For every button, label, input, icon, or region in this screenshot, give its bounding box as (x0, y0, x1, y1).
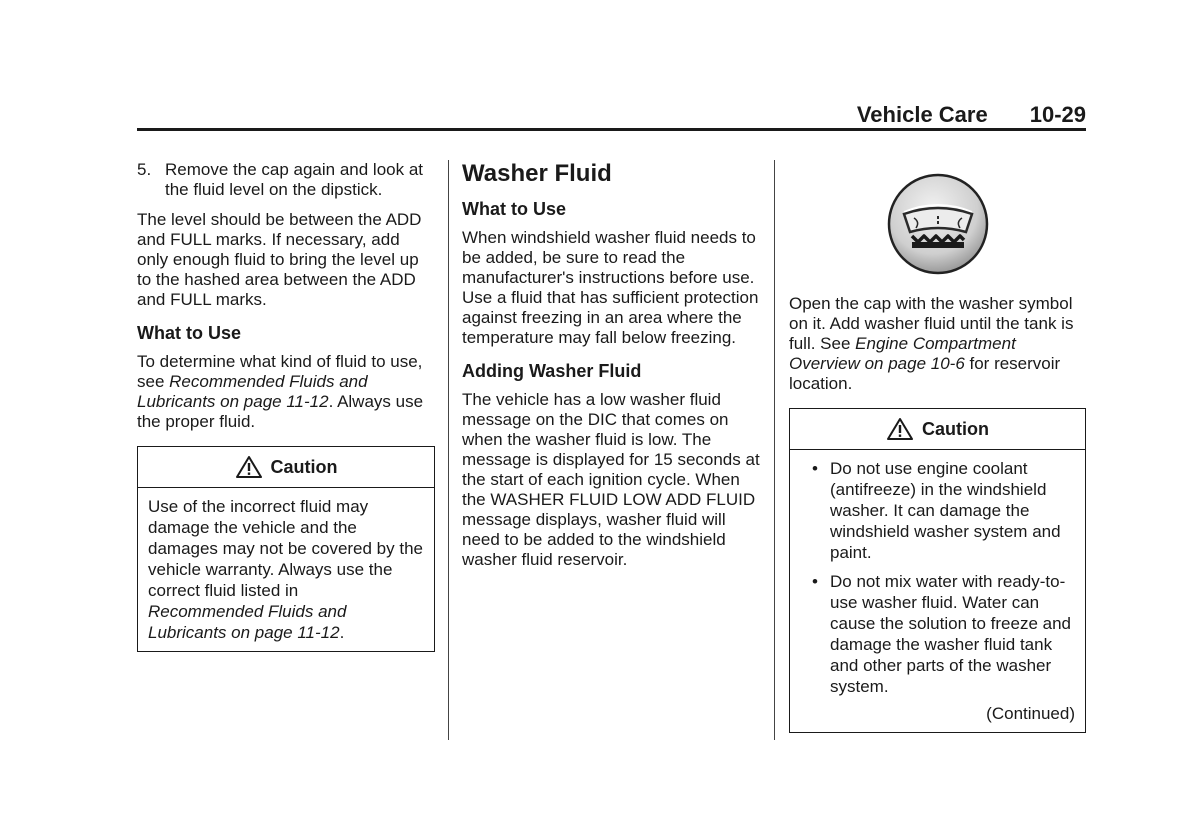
step-5 (137, 160, 435, 200)
caution-box (137, 446, 435, 652)
washer-symbol-figure (789, 172, 1086, 276)
column-divider-left (448, 160, 449, 740)
caution-text-end: . (339, 623, 345, 642)
step-text: Remove the cap again and look at the fluid level on the dipstick. (165, 160, 424, 199)
adding-washer-fluid-paragraph: The vehicle has a low washer fluid message on the DIC that comes on when the washer fluid is low. The message is displayed for 15 seconds at the start of each ignition cycle. When the WASHER FLUID LOW ADD FLUID message displays, washer fluid will need to be added to the windshield washer fluid reservoir. (462, 390, 760, 569)
header-rule (137, 128, 1086, 131)
caution-reference-link[interactable]: Recommended Fluids and Lubricants on page 11-12 (148, 602, 347, 642)
column-3 (789, 160, 1086, 733)
what-to-use-paragraph: When windshield washer fluid needs to be added, be sure to read the manufacturer's instructions before use. Use a fluid that has sufficient protection against freezing in an area where the temperature may fall below freezing. (462, 228, 759, 347)
caution-title: Caution (270, 457, 338, 477)
what-to-use-text-end: . Always use the proper fluid. (137, 392, 424, 431)
washer-fluid-symbol-icon (886, 172, 990, 276)
caution-text: Use of the incorrect fluid may damage the vehicle and the damages may not be covered by the vehicle warranty. Always use the correct fluid listed in (148, 497, 423, 600)
page-number: 10-29 (1029, 102, 1086, 127)
warning-triangle-icon (235, 455, 263, 479)
engine-compartment-reference-link[interactable]: Engine Compartment Overview on page 10-6 (789, 334, 1016, 373)
fluids-reference-link[interactable]: Recommended Fluids and Lubricants on page 11-12 (137, 372, 368, 411)
caution-body (138, 488, 434, 651)
page-header (137, 101, 1086, 129)
bullet-text: Do not use engine coolant (antifreeze) in the windshield washer. It can damage the windshield washer system and paint. (830, 459, 1061, 562)
refill-text-end: for reservoir location. (789, 354, 1061, 393)
warning-triangle-icon (886, 417, 914, 441)
caution-header (790, 409, 1085, 450)
what-to-use-heading: What to Use (462, 199, 567, 219)
column-2 (462, 160, 762, 580)
column-1 (137, 160, 435, 652)
continued-label: (Continued) (986, 704, 1075, 723)
caution-body (790, 450, 1085, 732)
column-divider-right (774, 160, 775, 740)
level-paragraph: The level should be between the ADD and FULL marks. If necessary, add only enough fluid to bring the level up to the hashed area between the ADD and FULL marks. (137, 210, 422, 309)
adding-washer-fluid-heading: Adding Washer Fluid (462, 361, 642, 381)
section-title: Vehicle Care (856, 102, 988, 127)
bullet-dot: • (812, 459, 818, 478)
bullet-text: Do not mix water with ready-to-use washer fluid. Water can cause the solution to freeze and damage the washer fluid tank and other parts of the washer system. (830, 572, 1071, 696)
caution-bullet (800, 571, 1075, 697)
caution-header (138, 447, 434, 488)
caution-title: Caution (922, 419, 989, 439)
caution-bullet (800, 458, 1075, 563)
step-number: 5. (137, 160, 152, 179)
caution-box (789, 408, 1086, 733)
what-to-use-paragraph (137, 352, 435, 432)
refill-instructions (789, 294, 1086, 394)
what-to-use-heading: What to Use (137, 323, 242, 343)
refill-text: Open the cap with the washer symbol on it. Add washer fluid until the tank is full. See (789, 294, 1074, 353)
bullet-dot: • (812, 572, 818, 591)
washer-fluid-title: Washer Fluid (462, 160, 612, 187)
what-to-use-text: To determine what kind of fluid to use, see (137, 352, 423, 391)
